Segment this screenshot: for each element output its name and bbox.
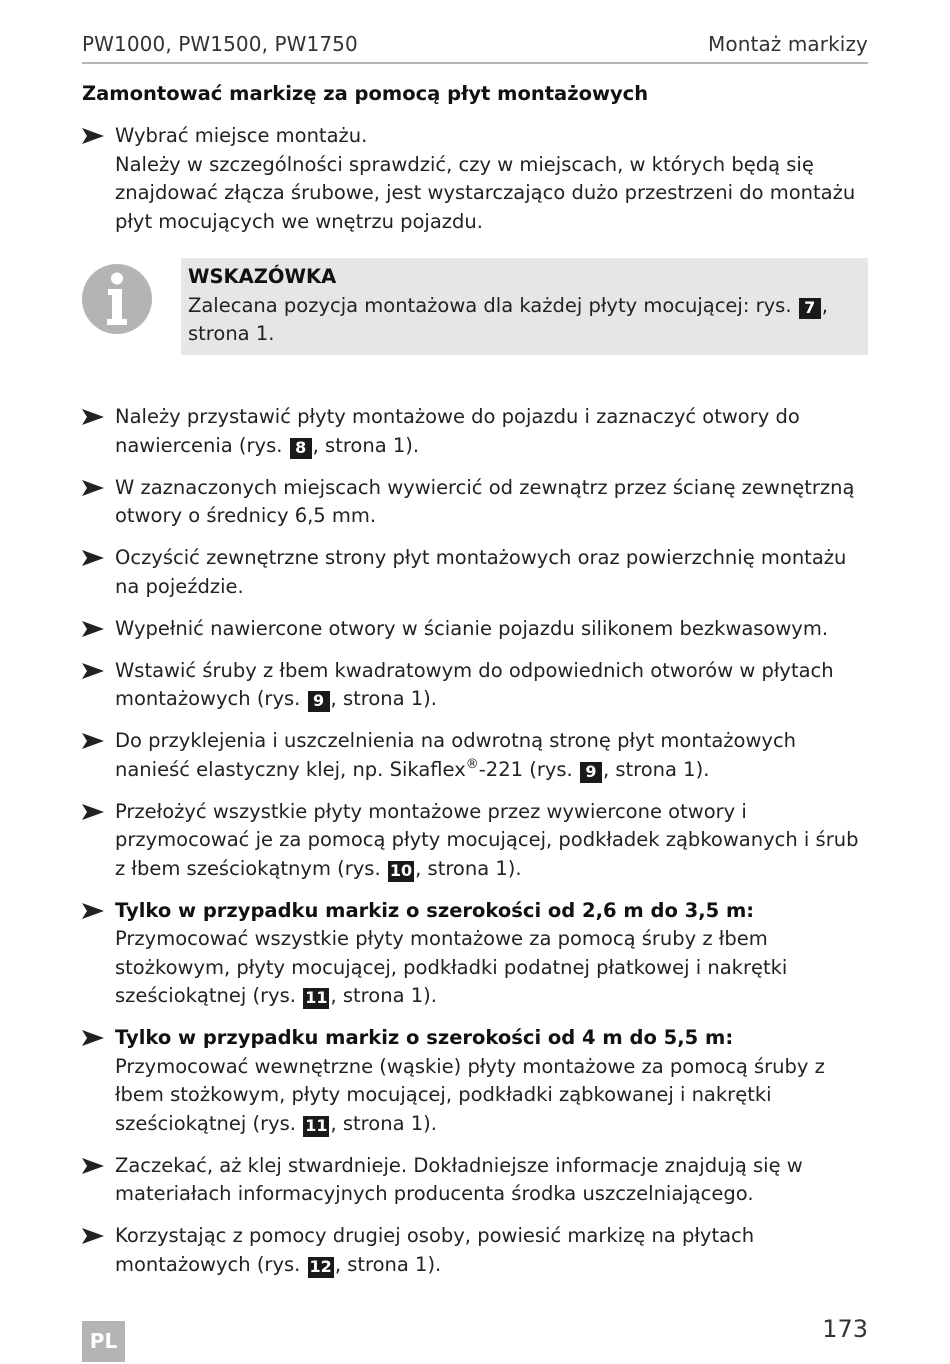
step-text: , strona 1). [334,1252,442,1276]
note-text: , strona 1. [188,293,828,345]
step-width-4-to-5-5 [82,1024,868,1138]
running-header [82,30,868,64]
step-text: , strona 1). [330,984,437,1007]
figure-reference: 9 [308,691,330,712]
step-text: -221 (rys. [478,757,573,781]
arrow-bullet-icon [82,727,106,755]
arrow-bullet-icon [82,798,106,826]
registered-mark: ® [465,756,479,772]
step-text: , strona 1). [312,433,420,457]
step-text: , strona 1). [330,1111,437,1135]
step-text: Przymocować wszystkie płyty montażowe za pomocą śruby z łbem stożkowym, płyty mocującej, podkładki podatnej płatkowej i nakrętki sześciokątnej (rys. [115,927,788,1007]
step-text: Należy przystawić płyty montażowe do pojazdu i zaznaczyć otwory do nawiercenia (rys. [115,405,800,457]
note-text: Zalecana pozycja montażowa dla każdej płyty mocującej: rys. [188,293,792,317]
arrow-bullet-icon [82,897,106,925]
step-text: Przełożyć wszystkie płyty montażowe przez wywiercone otwory i przymocować je za pomocą płyty mocującej, podkładek ząbkowanych i śrub z łbem sześciokątnym (rys. [115,799,859,880]
page-number: 173 [822,1315,868,1343]
figure-reference: 12 [309,1256,332,1276]
language-tab: PL [82,1321,125,1362]
figure-reference: 10 [389,860,413,880]
info-icon [82,264,152,334]
section-title: Zamontować markizę za pomocą płyt montażowych [82,82,649,105]
note-title: WSKAZÓWKA [188,265,337,288]
arrow-bullet-icon [82,1024,106,1052]
step-text: Przymocować wewnętrzne (wąskie) płyty montażowe za pomocą śruby z łbem stożkowym, płyty mocującej, podkładki ząbkowanej i nakrętki sześciokątnej (rys. [115,1054,825,1135]
step-apply-adhesive [82,727,868,784]
figure-reference: 9 [580,762,602,783]
figure-reference: 7 [799,298,821,319]
arrow-bullet-icon [82,544,106,572]
step-text: Do przyklejenia i uszczelnienia na odwrotną stronę płyt montażowych nanieść elastyczny klej, np. Sikaflex [115,729,797,781]
step-text: , strona 1). [330,687,437,710]
arrow-bullet-icon [82,1222,106,1250]
figure-reference: 8 [290,438,312,459]
step-drill-holes [82,474,868,531]
step-text: Wybrać miejsce montażu. [115,124,368,147]
step-fill-holes [82,615,868,644]
step-text: Zaczekać, aż klej stwardnieje. Dokładniejsze informacje znajdują się w materiałach informacyjnych producenta środka uszczelniającego. [115,1153,803,1205]
step-clean-surfaces [82,544,868,601]
figure-reference: 11 [305,1115,328,1135]
step-fasten-plates [82,798,868,884]
step-text: Korzystając z pomocy drugiej osoby, powiesić markizę na płytach montażowych (rys. [115,1224,755,1276]
arrow-bullet-icon [82,657,106,685]
step-insert-bolts [82,657,868,714]
arrow-bullet-icon [82,474,106,502]
arrow-bullet-icon [82,1152,106,1180]
step-text: Oczyścić zewnętrzne strony płyt montażowych oraz powierzchnię montażu na pojeździe. [115,546,847,598]
header-models: PW1000, PW1500, PW1750 [82,32,358,56]
note-box [181,258,868,355]
header-section: Montaż markizy [708,32,868,56]
arrow-bullet-icon [82,122,106,150]
instruction-list [82,122,868,1293]
step-text: W zaznaczonych miejscach wywiercić od zewnątrz przez ścianę zewnętrzną otwory o średnicy 6,5 mm. [115,475,855,527]
step-text: , strona 1). [602,757,710,781]
note-block [82,258,868,380]
step-width-2-6-to-3-5 [82,897,868,1011]
step-text: Wypełnić nawiercone otwory w ścianie pojazdu silikonem bezkwasowym. [115,616,829,640]
step-hang-awning [82,1222,868,1279]
arrow-bullet-icon [82,403,106,431]
step-mark-holes [82,403,868,460]
step-wait-adhesive [82,1152,868,1209]
step-text: Należy w szczególności sprawdzić, czy w miejscach, w których będą się znajdować złącza śrubowe, jest wystarczająco dużo przestrzeni do montażu płyt mocujących we wnętrzu pojazdu. [115,152,856,233]
arrow-bullet-icon [82,615,106,643]
step-choose-location [82,122,868,236]
figure-reference: 11 [305,988,328,1007]
step-condition: Tylko w przypadku markiz o szerokości od 4 m do 5,5 m: [115,1026,734,1049]
step-condition: Tylko w przypadku markiz o szerokości od 2,6 m do 3,5 m: [115,898,755,922]
step-text: Wstawić śruby z łbem kwadratowym do odpowiednich otworów w płytach montażowych (rys. [115,658,834,710]
step-text: , strona 1). [415,856,522,880]
